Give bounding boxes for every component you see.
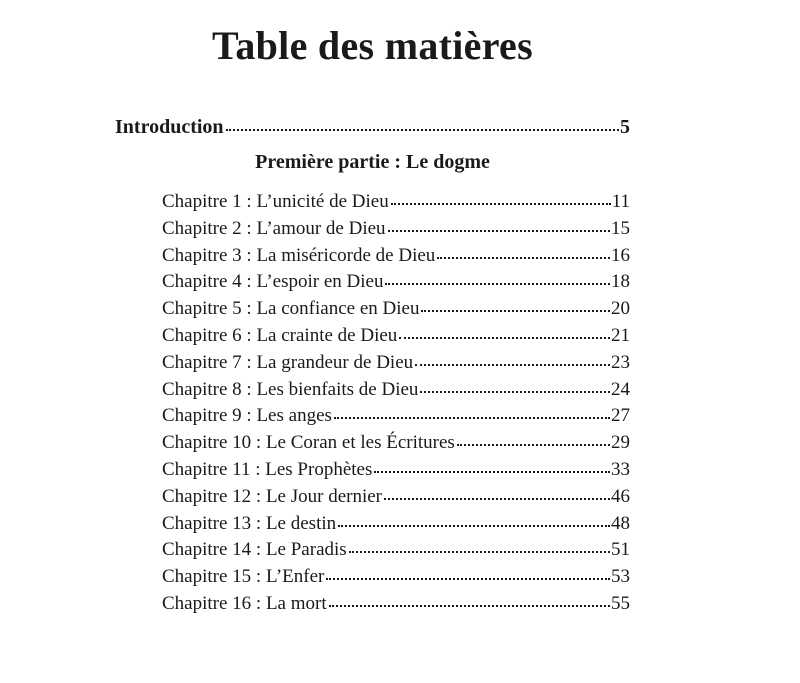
dot-leader [399,322,610,341]
dot-leader [437,242,610,261]
toc-page-number: 20 [611,298,630,320]
dot-leader [334,402,610,421]
dot-leader [420,376,610,395]
toc-entry-label: Chapitre 4 : L’espoir en Dieu [162,271,384,293]
toc-entry-chapter-6 [162,322,630,349]
toc-entry-label: Chapitre 14 : Le Paradis [162,539,347,561]
toc-entry-label: Chapitre 11 : Les Prophètes [162,458,373,480]
toc-entry-label: Chapitre 5 : La confiance en Dieu [162,298,420,320]
dot-leader [415,349,610,368]
toc-page-number: 11 [611,191,630,212]
toc-entry-chapter-8 [162,376,630,403]
dot-leader [329,590,610,609]
dot-leader [385,268,610,287]
dot-leader [388,215,610,234]
toc-page-number: 33 [611,458,630,480]
toc-page-number: 21 [611,324,630,346]
toc-entry-chapter-12 [162,483,630,510]
toc-page-number: 46 [611,485,630,507]
toc-page-number: 15 [611,217,630,239]
toc-entry-label: Chapitre 3 : La miséricorde de Dieu [162,244,436,266]
toc-entry-chapter-1 [162,188,630,215]
toc-page-number: 53 [611,566,630,588]
dot-leader [384,483,610,502]
toc-entry-label: Chapitre 12 : Le Jour dernier [162,485,383,507]
toc-entry-chapter-5 [162,295,630,322]
toc-entry-chapter-4 [162,268,630,295]
toc-entry-chapter-14 [162,536,630,563]
toc-entry-chapter-7 [162,349,630,376]
toc-page-number: 29 [611,432,630,454]
dot-leader [374,456,610,475]
toc-entry-chapter-15 [162,563,630,590]
part-heading: Première partie : Le dogme [255,151,490,173]
toc-page-number: 23 [611,351,630,373]
dot-leader [326,563,610,582]
toc-entry-label: Chapitre 7 : La grandeur de Dieu [162,351,414,373]
toc-entry-label: Chapitre 2 : L’amour de Dieu [162,217,386,239]
dot-leader [338,510,610,529]
toc-page-number: 27 [611,405,630,427]
toc-entry-label: Chapitre 9 : Les anges [162,405,332,427]
toc-entry-label: Chapitre 15 : L’Enfer [162,566,325,588]
toc-entry-label: Chapitre 6 : La crainte de Dieu [162,324,398,346]
toc-entry-chapter-13 [162,510,630,537]
toc-entry-chapter-16 [162,590,630,617]
toc-entry-label: Chapitre 16 : La mort [162,592,327,614]
toc-page-number: 24 [611,378,630,400]
toc-entry-label: Chapitre 1 : L’unicité de Dieu [162,191,389,212]
dot-leader [457,429,610,448]
chapter-list [162,188,630,617]
dot-leader [349,536,610,555]
toc-entry-chapter-2 [162,215,630,242]
toc-entry-label: Chapitre 8 : Les bienfaits de Dieu [162,378,419,400]
toc-page-number: 51 [611,539,630,561]
toc-entry-label: Chapitre 10 : Le Coran et les Écritures [162,432,455,454]
toc-entry-chapter-10 [162,429,630,456]
page-title: Table des matières [212,23,533,68]
toc-page-number: 5 [620,116,630,138]
toc-entry-chapter-3 [162,242,630,269]
toc-entry-label: Introduction [115,116,224,138]
toc-page-number: 48 [611,512,630,534]
toc-page-number: 18 [611,271,630,293]
dot-leader [421,295,610,314]
toc-entry-chapter-9 [162,402,630,429]
dot-leader [226,113,619,133]
toc-entry-introduction [115,113,630,139]
toc-entry-label: Chapitre 13 : Le destin [162,512,337,534]
toc-page-number: 55 [611,592,630,614]
toc-page-number: 16 [611,244,630,266]
toc-entry-chapter-11 [162,456,630,483]
dot-leader [391,188,611,207]
